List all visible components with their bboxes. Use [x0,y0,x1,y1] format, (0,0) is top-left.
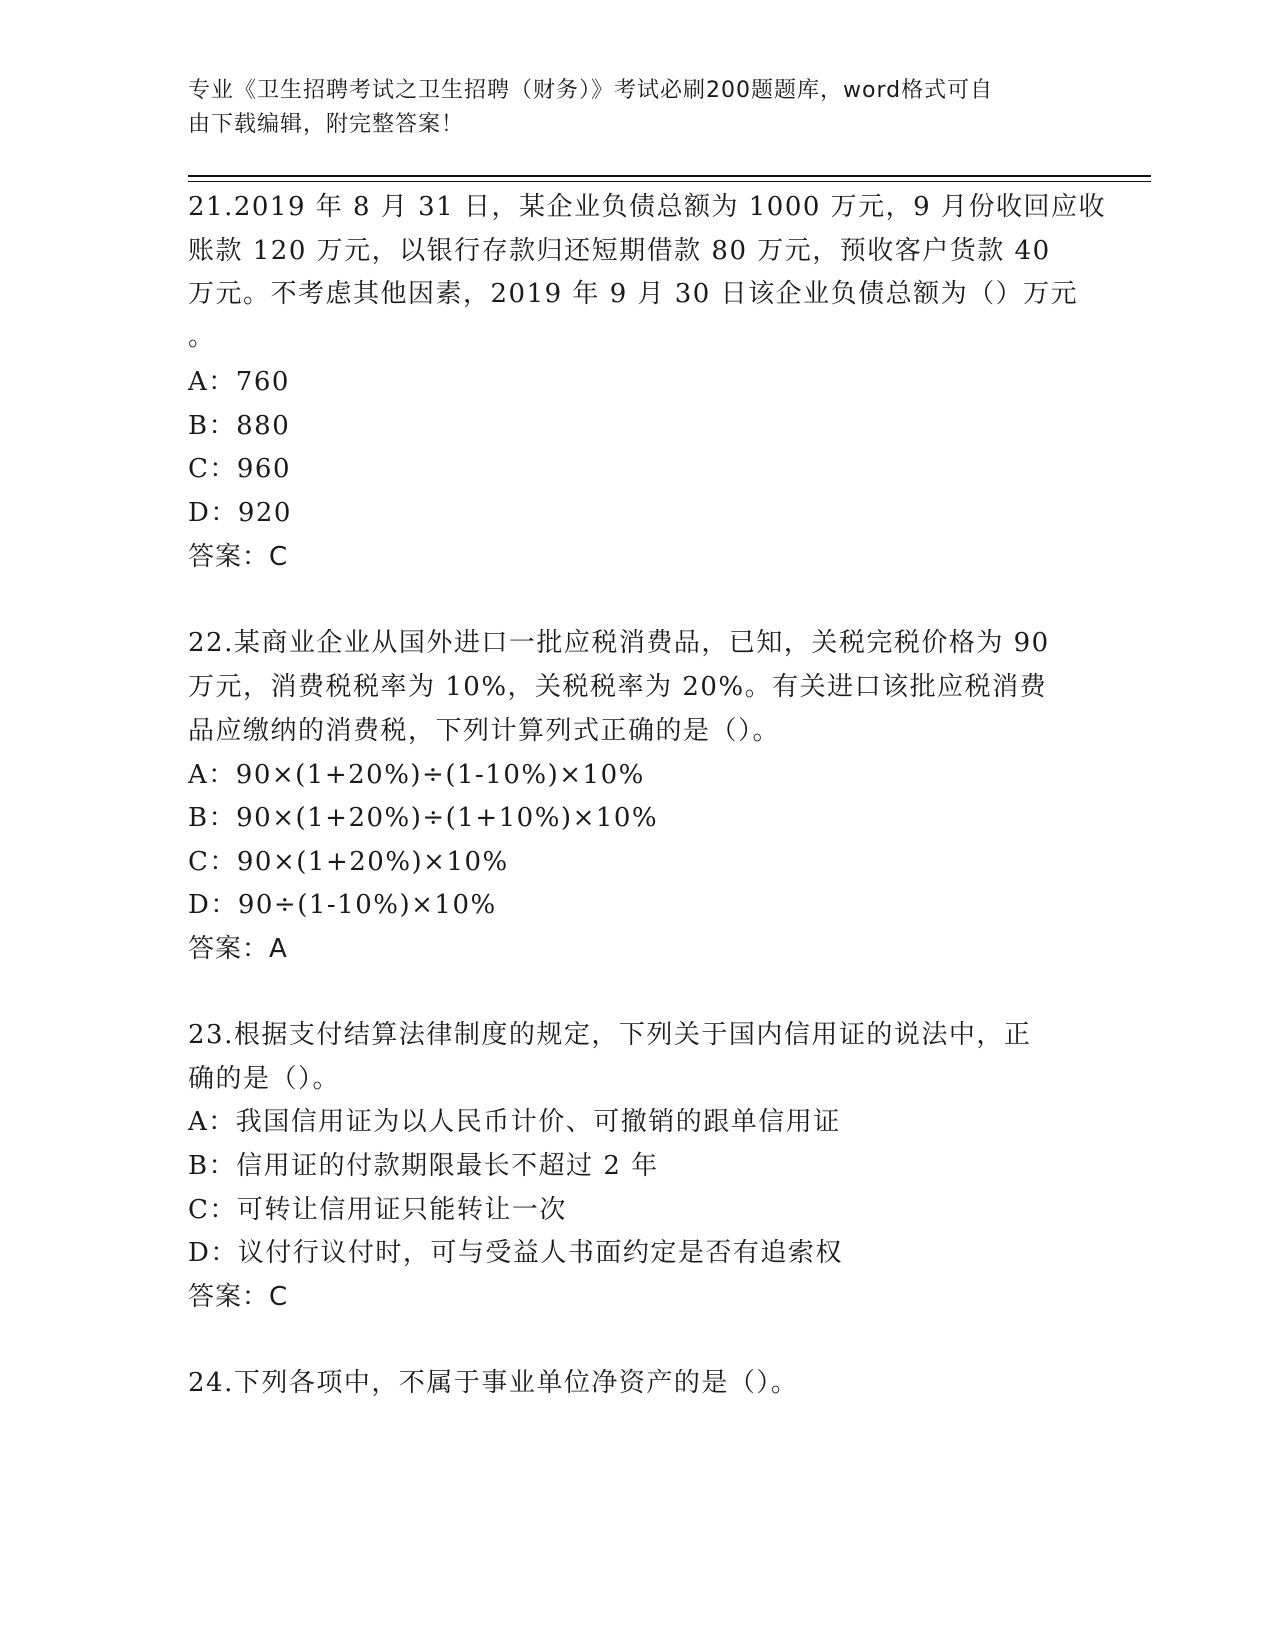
option-a: A：我国信用证为以人民币计价、可撤销的跟单信用证 [188,1107,841,1137]
option-d: D：920 [188,498,292,528]
question-text-line: 22.某商业企业从国外进口一批应税消费品，已知，关税完税价格为 90 [188,628,1050,658]
document-header [188,74,1068,142]
answer-text: 答案：A [188,934,288,964]
header-line-1: 专业《卫生招聘考试之卫生招聘（财务）》考试必刷200题题库，word格式可自 [188,78,994,103]
answer-text: 答案：C [188,542,289,572]
option-a: A：90×(1+20%)÷(1-10%)×10% [188,760,645,790]
option-c: C：960 [188,454,292,484]
header-divider-thick [188,175,1151,177]
question-text-line: 万元，消费税税率为 10%，关税税率为 20%。有关进口该批应税消费 [188,672,1048,702]
option-c: C：90×(1+20%)×10% [188,847,509,877]
question-text-line: 23.根据支付结算法律制度的规定，下列关于国内信用证的说法中，正 [188,1020,1032,1050]
header-line-2: 由下载编辑，附完整答案！ [188,112,465,137]
option-b: B：信用证的付款期限最长不超过 2 年 [188,1151,659,1181]
question-text-line: 24.下列各项中，不属于事业单位净资产的是（）。 [188,1368,799,1398]
option-b: B：880 [188,411,291,441]
option-b: B：90×(1+20%)÷(1+10%)×10% [188,803,659,833]
question-text-line: 21.2019 年 8 月 31 日，某企业负债总额为 1000 万元，9 月份收回应收 [188,192,1106,222]
question-text-line: 确的是（）。 [188,1064,341,1094]
option-d: D：90÷(1-10%)×10% [188,890,497,920]
answer-text: 答案：C [188,1282,289,1312]
question-text-line: 。 [188,322,216,352]
option-c: C：可转让信用证只能转让一次 [188,1195,567,1225]
question-text-line: 万元。不考虑其他因素，2019 年 9 月 30 日该企业负债总额为（）万元 [188,279,1079,309]
option-d: D：议付行议付时，可与受益人书面约定是否有追索权 [188,1238,843,1268]
option-a: A：760 [188,367,290,397]
question-text-line: 账款 120 万元，以银行存款归还短期借款 80 万元，预收客户货款 40 [188,236,1051,266]
header-divider-thin [188,181,1151,182]
question-text-line: 品应缴纳的消费税，下列计算列式正确的是（）。 [188,716,781,746]
